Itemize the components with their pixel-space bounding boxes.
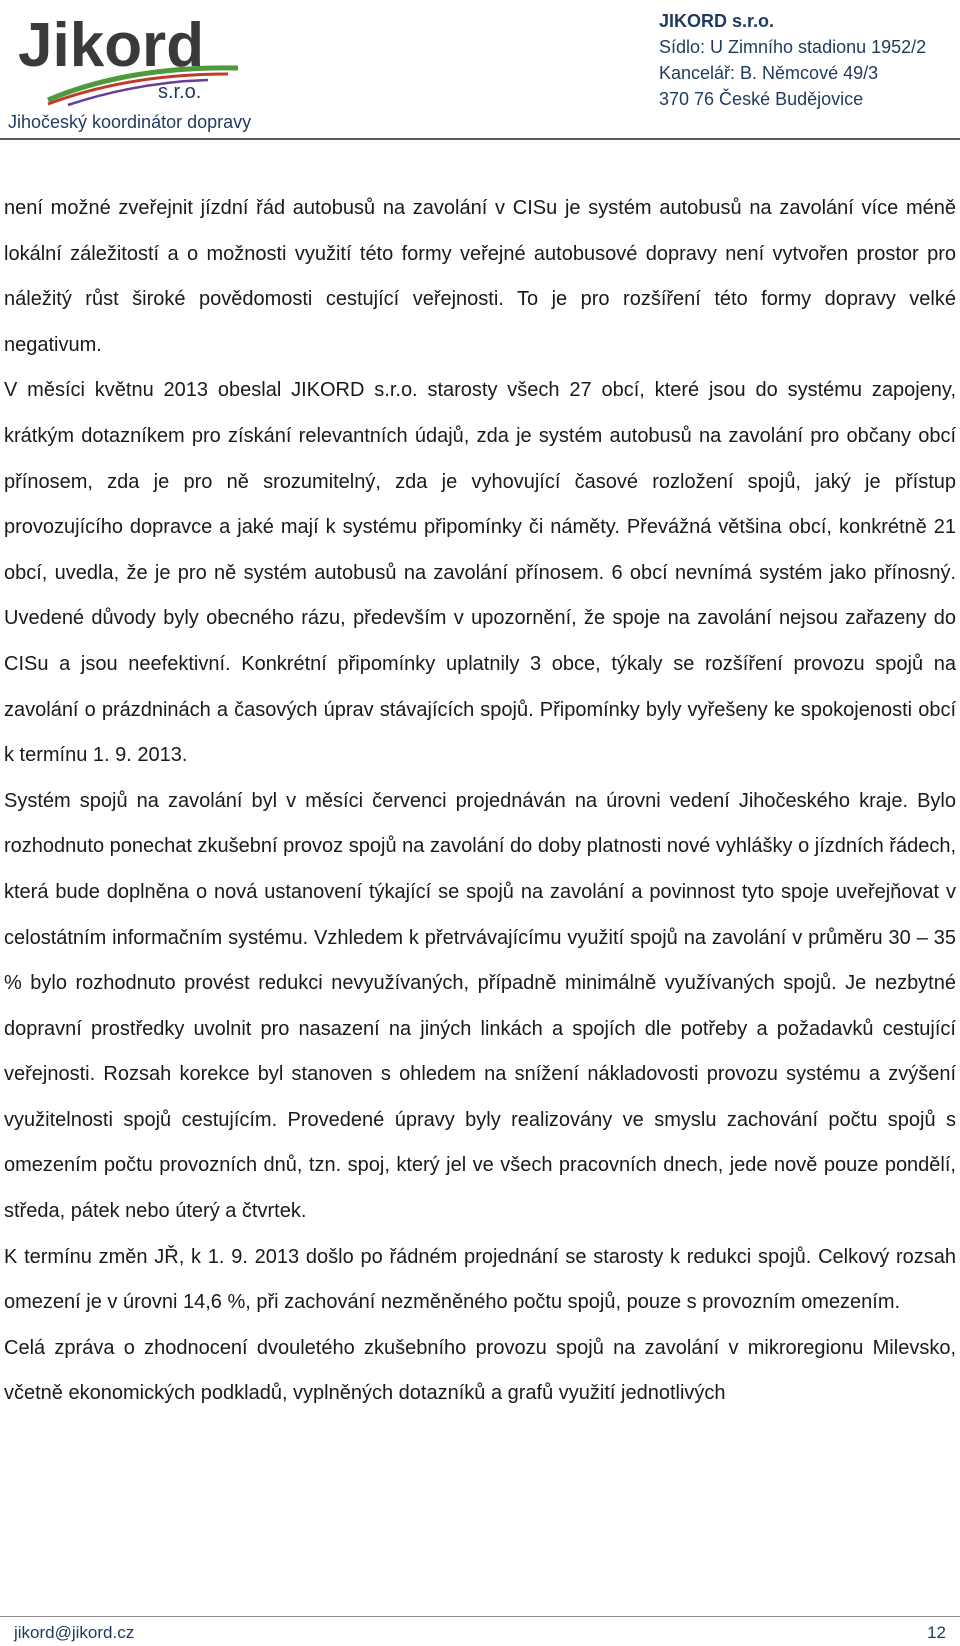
company-seat-address: Sídlo: U Zimního stadionu 1952/2: [659, 37, 927, 57]
logo-wordmark: Jikord: [18, 11, 205, 80]
body-paragraph: Systém spojů na zavolání byl v měsíci červenci projednáván na úrovni vedení Jihočeského kraje. Bylo rozhodnuto ponechat zkušební provoz spojů na zavolání do doby platnosti nové vyhlášky o jízdních řádech, která bude doplněna o nová ustanovení týkající se spojů na zavolání a povinnost tyto spoje uveřejňovat v celostátním informačním systému. Vzhledem k přetrvávajícímu využití spojů na zavolání v průměru 30 – 35 % bylo rozhodnuto provést redukci nevyužívaných, případně minimálně využívaných spojů. Je nezbytné dopravní prostředky uvolnit pro nasazení na jiných linkách a spojích dle potřeby a požadavků cestující veřejnosti. Rozsah korekce byl stanoven s ohledem na snížení nákladovosti provozu systému a zvýšení využitelnosti spojů cestujícím. Provedené úpravy byly realizovány ve smyslu zachování počtu spojů s omezením počtu provozních dnů, tzn. spoj, který jel ve všech pracovních dnech, jede nově pouze pondělí, středa, pátek nebo úterý a čtvrtek.: [4, 789, 956, 1223]
company-logo: [8, 8, 258, 108]
body-paragraph: Celá zpráva o zhodnocení dvouletého zkušebního provozu spojů na zavolání v mikroregionu Milevsko, včetně ekonomických podkladů, vyplněných dotazníků a grafů využití jednotlivých: [4, 1336, 956, 1405]
header-divider: [0, 138, 960, 140]
document-body: [0, 186, 956, 1417]
page-header: [0, 0, 960, 140]
company-city: 370 76 České Budějovice: [659, 89, 864, 109]
company-name: JIKORD s.r.o.: [659, 11, 775, 31]
body-paragraph: K termínu změn JŘ, k 1. 9. 2013 došlo po řádném projednání se starosty k redukci spojů. Celkový rozsah omezení je v úrovni 14,6 %, při zachování nezměněného počtu spojů, pouze s provozním omezením.: [4, 1245, 956, 1314]
page-number: 12: [927, 1623, 946, 1642]
body-paragraph: V měsíci květnu 2013 obeslal JIKORD s.r.o. starosty všech 27 obcí, které jsou do systému zapojeny, krátkým dotazníkem pro získání relevantních údajů, zda je systém autobusů na zavolání pro občany obcí přínosem, zda je pro ně srozumitelný, zda je vyhovující časové rozložení spojů, jaký je přístup provozujícího dopravce a jaké mají k systému připomínky či náměty. Převážná většina obcí, konkrétně 21 obcí, uvedla, že je pro ně systém autobusů na zavolání přínosem. 6 obcí nevnímá systém jako přínosný. Uvedené důvody byly obecného rázu, především v upozornění, že spoje na zavolání nejsou zařazeny do CISu a jsou neefektivní. Konkrétní připomínky uplatnily 3 obce, týkaly se rozšíření provozu spojů na zavolání o prázdninách a časových úprav stávajících spojů. Připomínky byly vyřešeny ke spokojenosti obcí k termínu 1. 9. 2013.: [4, 379, 956, 767]
body-paragraph: není možné zveřejnit jízdní řád autobusů na zavolání v CISu je systém autobusů na zavolání více méně lokální záležitostí a o možnosti využití této formy veřejné autobusové dopravy není vytvořen prostor pro náležitý růst široké povědomosti cestující veřejnosti. To je pro rozšíření této formy dopravy velké negativum.: [4, 197, 956, 356]
footer-divider: [0, 1616, 960, 1617]
footer-email-link[interactable]: jikord@jikord.cz: [14, 1623, 135, 1642]
jikord-logo-icon: [8, 8, 258, 108]
company-office-address: Kancelář: B. Němcové 49/3: [659, 63, 879, 83]
company-tagline: Jihočeský koordinátor dopravy: [8, 112, 252, 132]
company-address-block: [659, 8, 926, 112]
logo-suffix: s.r.o.: [158, 81, 202, 103]
